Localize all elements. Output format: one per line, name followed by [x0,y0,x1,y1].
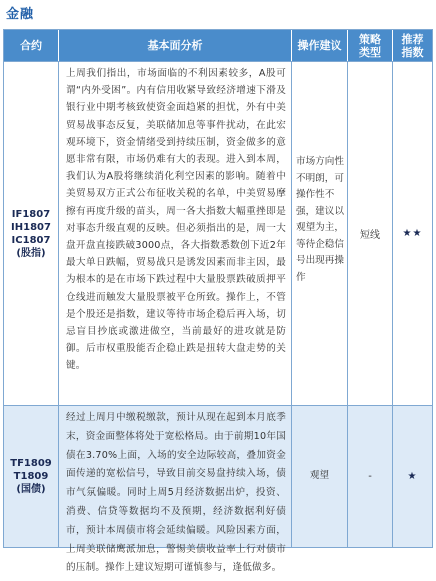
contract-code: T1809 [13,471,49,482]
contract-category: (国债) [16,484,46,495]
header-recommend-index-line1: 推荐 [401,32,424,46]
analysis-text: 经过上周月中缴税缴款，预计从现在起到本月底季末，资金面整体将处于宽松格局。由于前期10年国债在3.70%上面，入场的安全边际较高，叠加资金面传递的宽松信号，导致目前交易盘持续入场，债市气氛偏暖。同时上周5月经济数据出炉，投资、消费、信贷等数据均不及预期，经济数据利好债市，预计本周债市将会延续偏暖。风险因素方面，上周美联储鹰派加息，警惕美债收益率上行对债市的压制。操作上建议短期可谨慎参与，逢低做多。 [66,412,286,574]
operation-cell [292,62,348,405]
header-strategy-type [348,30,393,61]
table-header [4,30,432,61]
analysis-cell [59,406,292,574]
table-row [4,405,432,574]
strategy-type-cell [348,406,393,547]
recommend-index-cell [393,406,432,547]
header-strategy-type-line2: 类型 [359,45,381,59]
strategy-type-cell [348,62,393,405]
header-analysis: 基本面分析 [59,30,292,61]
header-contract: 合约 [4,30,59,61]
star-rating-icon: ★★ [402,228,423,239]
analysis-cell [59,62,292,405]
contract-code: IF1807 [11,208,51,220]
header-strategy-type-line1: 策略 [359,32,381,46]
contract-cell [4,62,59,405]
contract-category: (股指) [16,247,46,259]
header-recommend-index [393,30,432,61]
contract-code: TF1809 [10,458,52,469]
contract-code: IC1807 [11,234,51,246]
strategy-type-text: - [368,471,372,482]
operation-text: 市场方向性不明朗，可操作性不强，建议以观望为主，等待企稳信号出现再操作 [296,156,344,283]
operation-text: 观望 [309,470,330,482]
section-title: 金融 [6,7,35,22]
recommend-index-cell [393,62,432,405]
strategy-type-text: 短线 [360,230,380,241]
header-operation: 操作建议 [292,30,348,61]
header-recommend-index-line2: 指数 [401,45,424,59]
strategy-table [3,29,433,574]
analysis-text: 上周我们指出，市场面临的不利因素较多，A股可谓“内外受困”。内有信用收紧导致经济增速下滑及银行业中期考核致使资金面趋紧的担忧，外有中美贸易战事态反复，美联储加息等事件扰动，在此宏观环境下，资金情绪受到持续压制，资金做多的意愿非常有限，市场仍难有大的表现。进入到本周，我们认为A股将继续消化利空因素的影响。随着中美贸易双方正式公布征收关税的名单，中美贸易摩擦有再度升级的苗头，周一各大指数大幅重挫即是对事态升级直观的反映。但必须指出的是，周一大盘开盘直接跌破3000点，各大指数悉数创下近2年最大单日跌幅，贸易战只是诱发因素而非主因，最为根本的是在市场下跌过程中大量股票跌破质押平仓线进而触发大量股票被平仓所致。操作上，不管是个股还是指数，建议等待市场企稳后再入场，切忌盲目抄底或激进做空，当前最好的进攻就是防御。后市权重股能否企稳止跌是扭转大盘走势的关键。 [66,68,286,372]
operation-cell [292,406,348,547]
star-rating-icon: ★ [407,471,418,482]
contract-cell [4,406,59,547]
contract-code: IH1807 [11,221,51,233]
table-row [4,61,432,405]
